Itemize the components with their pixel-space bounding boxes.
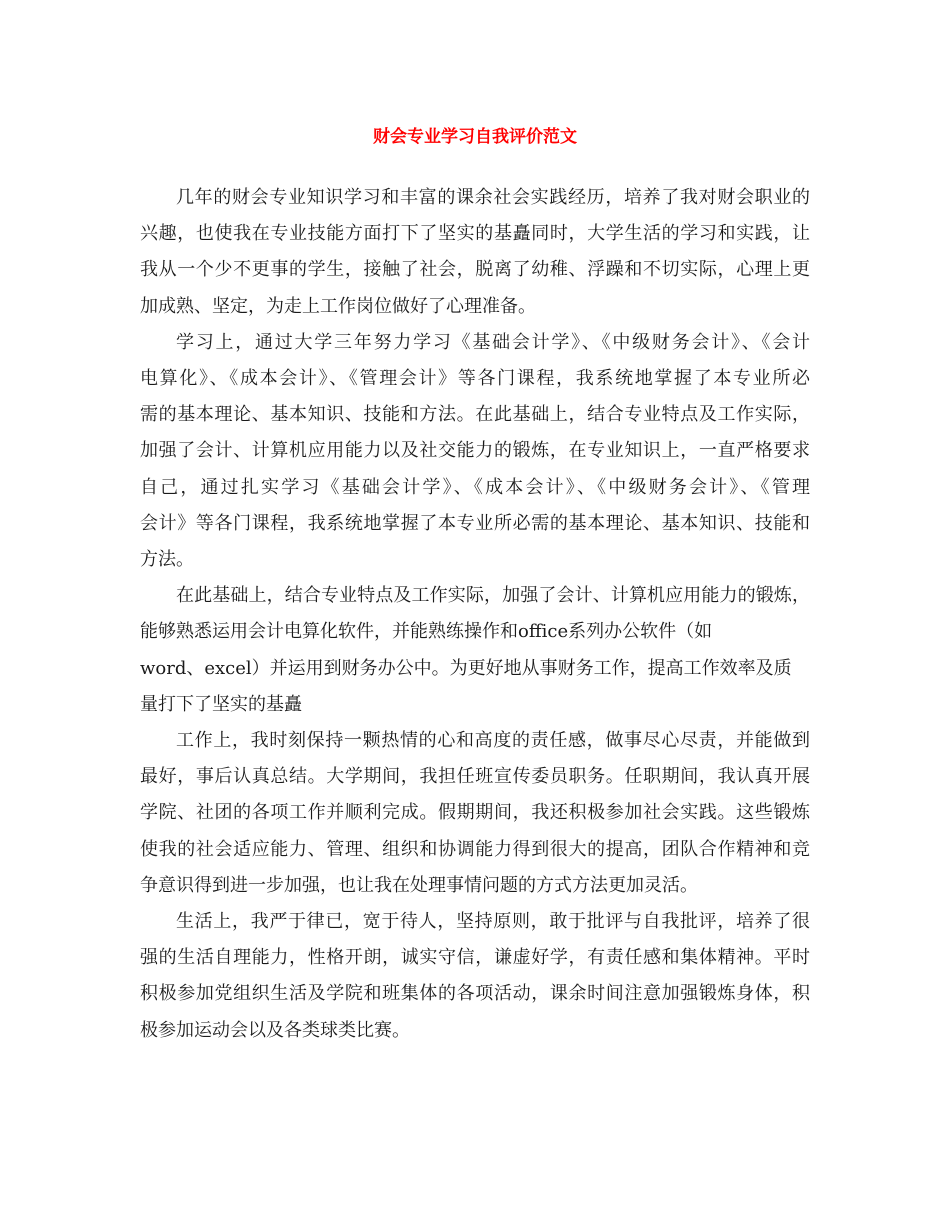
text-line: 会计》等各门课程，我系统地掌握了本专业所必需的基本理论、基本知识、技能和 — [140, 512, 810, 534]
paragraph — [140, 180, 810, 325]
document-body — [140, 180, 810, 1049]
document-title: 财会专业学习自我评价范文 — [373, 127, 577, 147]
text-line: 加成熟、坚定，为走上工作岗位做好了心理准备。 — [140, 295, 536, 317]
text-line: 我从一个少不更事的学生，接触了社会，脱离了幼稚、浮躁和不切实际，心理上更 — [140, 259, 810, 281]
text-line: 争意识得到进一步加强，也让我在处理事情问题的方式方法更加灵活。 — [140, 874, 698, 896]
text-line: 生活上，我严于律已，宽于待人，坚持原则，敢于批评与自我批评，培养了很 — [176, 911, 810, 933]
text-line: 兴趣，也使我在专业技能方面打下了坚实的基矗同时，大学生活的学习和实践，让 — [140, 223, 810, 245]
text-line: 学习上，通过大学三年努力学习《基础会计学》、《中级财务会计》、《会计 — [176, 331, 810, 353]
text-line: 量打下了坚实的基矗 — [140, 693, 302, 715]
text-line: 极参加运动会以及各类球类比赛。 — [140, 1019, 410, 1041]
paragraph — [140, 325, 810, 578]
paragraph — [140, 578, 810, 723]
text-line: 能够熟悉运用会计电算化软件，并能熟练操作和office系列办公软件（如 — [140, 621, 713, 643]
text-line: 自己，通过扎实学习《基础会计学》、《成本会计》、《中级财务会计》、《管理 — [140, 476, 810, 498]
text-line: 几年的财会专业知识学习和丰富的课余社会实践经历，培养了我对财会职业的 — [176, 187, 810, 208]
text-line: 工作上，我时刻保持一颗热情的心和高度的责任感，做事尽心尽责，并能做到 — [176, 730, 810, 752]
text-line: 电算化》、《成本会计》、《管理会计》等各门课程，我系统地掌握了本专业所必 — [140, 368, 810, 390]
text-line: 强的生活自理能力，性格开朗，诚实守信，谦虚好学，有责任感和集体精神。平时 — [140, 947, 810, 969]
paragraph — [140, 723, 810, 904]
paragraph — [140, 904, 810, 1049]
text-line: 方法。 — [140, 549, 194, 571]
text-line: 加强了会计、计算机应用能力以及社交能力的锻炼，在专业知识上，一直严格要求 — [140, 440, 810, 462]
text-line: 积极参加党组织生活及学院和班集体的各项活动，课余时间注意加强锻炼身体，积 — [140, 983, 810, 1005]
text-line: 需的基本理论、基本知识、技能和方法。在此基础上，结合专业特点及工作实际， — [140, 404, 810, 426]
text-line: 在此基础上，结合专业特点及工作实际，加强了会计、计算机应用能力的锻炼， — [176, 585, 810, 607]
text-line: 使我的社会适应能力、管理、组织和协调能力得到很大的提高，团队合作精神和竞 — [140, 838, 810, 860]
text-line: 学院、社团的各项工作并顺利完成。假期期间，我还积极参加社会实践。这些锻炼 — [140, 802, 810, 824]
text-line: 最好，事后认真总结。大学期间，我担任班宣传委员职务。任职期间，我认真开展 — [140, 766, 810, 788]
text-line: word、excel）并运用到财务办公中。为更好地从事财务工作，提高工作效率及质 — [140, 657, 792, 679]
